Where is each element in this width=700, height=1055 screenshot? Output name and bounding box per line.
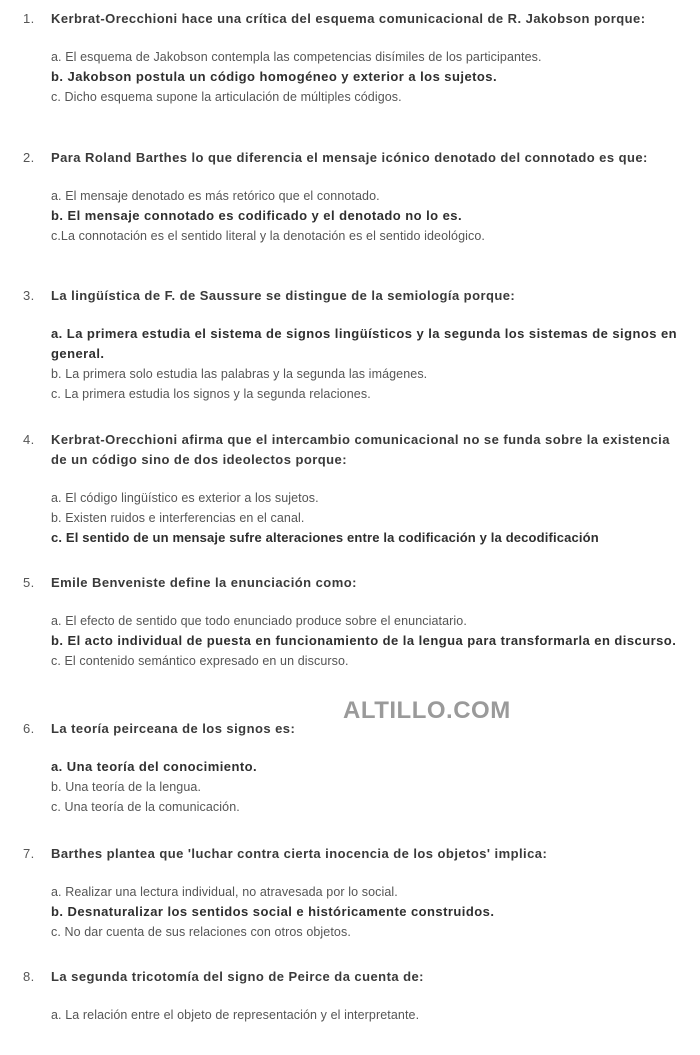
question-1-header	[0, 9, 700, 29]
question-7	[0, 844, 700, 942]
question-text: Barthes plantea que 'luchar contra cierta inocencia de los objetos' implica:	[51, 846, 548, 861]
option-b: b. Existen ruidos e interferencias en el canal.	[51, 511, 305, 525]
option-b-correct: b. Desnaturalizar los sentidos social e históricamente construidos.	[51, 904, 495, 919]
option-a: a. El efecto de sentido que todo enunciado produce sobre el enunciatario.	[51, 614, 467, 628]
question-3-header	[0, 286, 700, 306]
watermark-logo: ALTILLO.COM	[343, 697, 511, 724]
question-5-header	[0, 573, 700, 593]
option-b-correct: b. El acto individual de puesta en funcionamiento de la lengua para transformarla en discurso.	[51, 633, 677, 648]
option-b-correct: b. El mensaje connotado es codificado y el denotado no lo es.	[51, 208, 463, 223]
question-number: 7.	[23, 846, 35, 861]
question-7-header	[0, 844, 700, 864]
question-text: Emile Benveniste define la enunciación como:	[51, 575, 357, 590]
question-4-header	[0, 430, 700, 470]
question-text: Para Roland Barthes lo que diferencia el mensaje icónico denotado del connotado es que:	[51, 150, 648, 165]
option-c: c. El contenido semántico expresado en un discurso.	[51, 654, 349, 668]
question-text: La segunda tricotomía del signo de Peirce da cuenta de:	[51, 969, 424, 984]
question-text: Kerbrat-Orecchioni hace una crítica del esquema comunicacional de R. Jakobson porque:	[51, 11, 646, 26]
question-number: 2.	[23, 150, 35, 165]
question-number: 6.	[23, 721, 35, 736]
option-c-correct: c. El sentido de un mensaje sufre alteraciones entre la codificación y la decodificación	[51, 530, 599, 545]
options-list	[0, 757, 700, 817]
option-c: c.La connotación es el sentido literal y la denotación es el sentido ideológico.	[51, 229, 485, 243]
option-c: c. No dar cuenta de sus relaciones con otros objetos.	[51, 925, 351, 939]
option-a: a. El mensaje denotado es más retórico que el connotado.	[51, 189, 380, 203]
option-a: a. El código lingüístico es exterior a los sujetos.	[51, 491, 319, 505]
question-text: La teoría peirceana de los signos es:	[51, 721, 296, 736]
question-2	[0, 148, 700, 246]
question-3	[0, 286, 700, 404]
question-8-header	[0, 967, 700, 987]
option-c: c. Una teoría de la comunicación.	[51, 800, 240, 814]
option-a-correct: a. Una teoría del conocimiento.	[51, 759, 258, 774]
options-list	[0, 488, 700, 548]
question-4	[0, 430, 700, 548]
option-b-correct: b. Jakobson postula un código homogéneo y exterior a los sujetos.	[51, 69, 498, 84]
option-a: a. Realizar una lectura individual, no atravesada por lo social.	[51, 885, 398, 899]
question-number: 1.	[23, 11, 35, 26]
question-text: La lingüística de F. de Saussure se distingue de la semiología porque:	[51, 288, 516, 303]
question-2-header	[0, 148, 700, 168]
option-a: a. El esquema de Jakobson contempla las competencias disímiles de los participantes.	[51, 50, 542, 64]
options-list	[0, 611, 700, 671]
question-8	[0, 967, 700, 1025]
options-list	[0, 47, 700, 107]
question-number: 4.	[23, 432, 35, 447]
question-number: 5.	[23, 575, 35, 590]
question-6	[0, 719, 700, 817]
question-number: 3.	[23, 288, 35, 303]
option-a-correct: a. La primera estudia el sistema de signos lingüísticos y la segunda los sistemas de signos en general.	[51, 326, 678, 361]
options-list	[0, 882, 700, 942]
options-list	[0, 186, 700, 246]
option-c: c. Dicho esquema supone la articulación de múltiples códigos.	[51, 90, 402, 104]
options-list	[0, 1005, 700, 1025]
question-1	[0, 9, 700, 107]
option-c: c. La primera estudia los signos y la segunda relaciones.	[51, 387, 371, 401]
option-b: b. La primera solo estudia las palabras y la segunda las imágenes.	[51, 367, 428, 381]
question-text: Kerbrat-Orecchioni afirma que el intercambio comunicacional no se funda sobre la existencia de un código sino de dos ideolectos porque:	[51, 432, 670, 467]
question-number: 8.	[23, 969, 35, 984]
options-list	[0, 324, 700, 404]
option-b: b. Una teoría de la lengua.	[51, 780, 202, 794]
question-5	[0, 573, 700, 671]
option-a: a. La relación entre el objeto de representación y el interpretante.	[51, 1008, 420, 1022]
